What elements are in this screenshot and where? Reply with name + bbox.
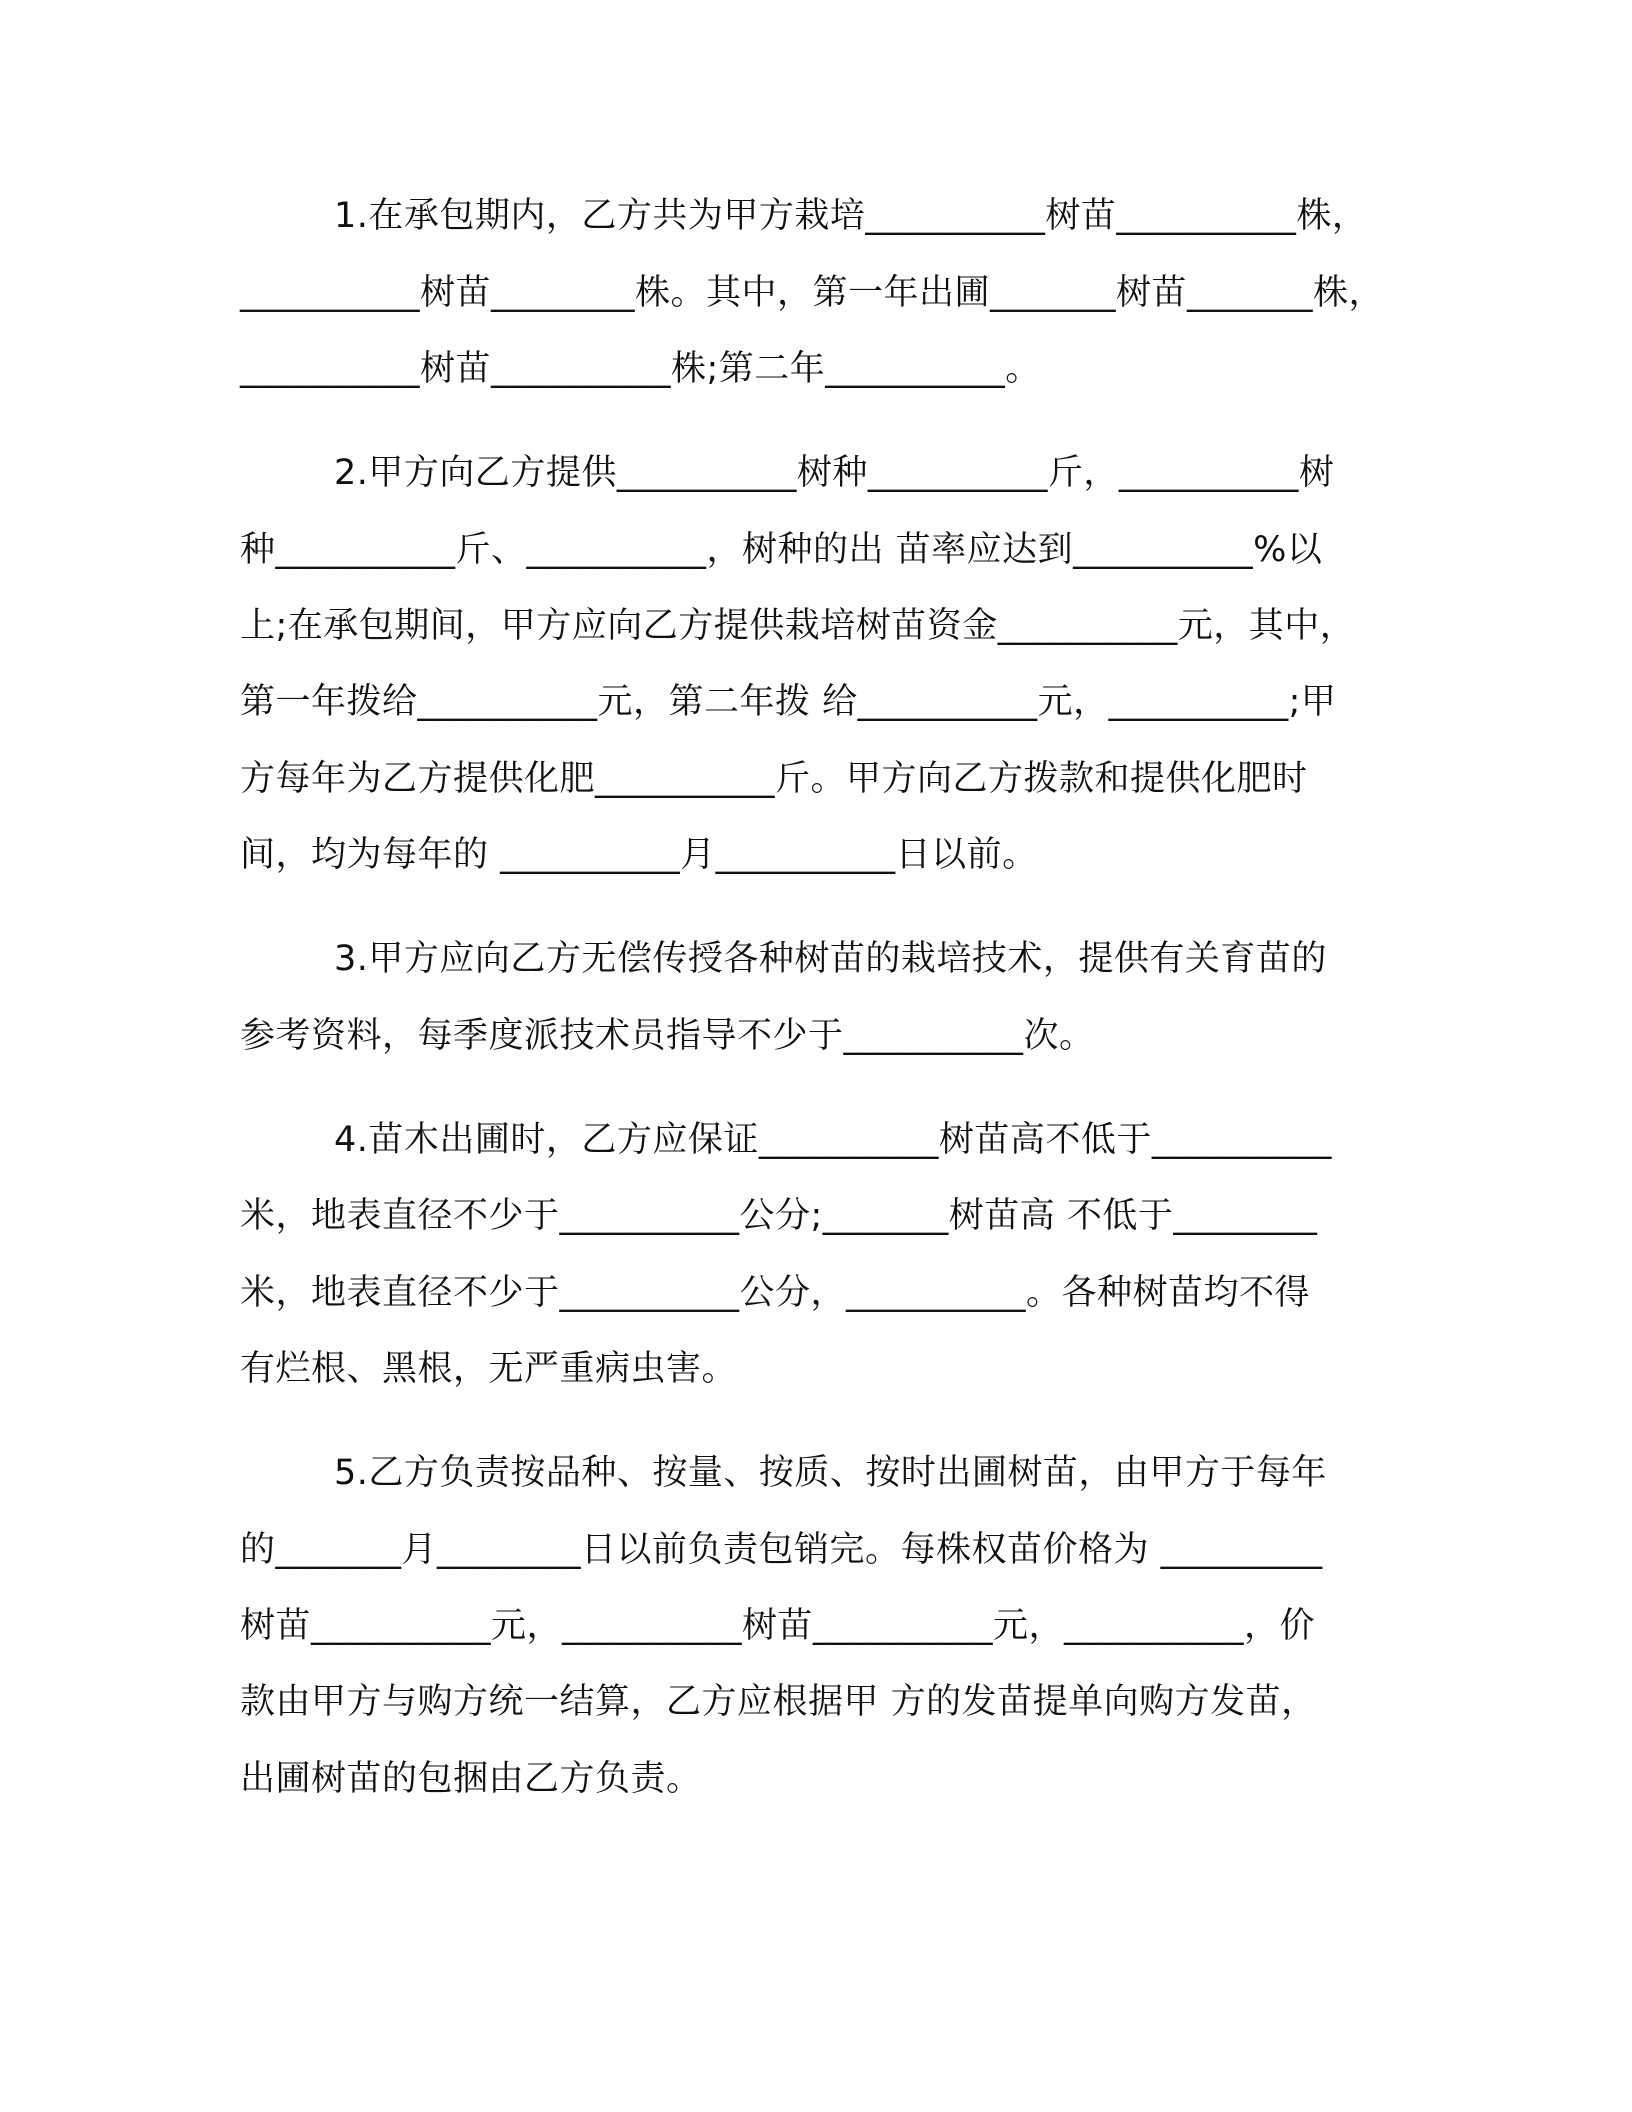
- clause-text-line: 上;在承包期间，甲方应向乙方提供栽培树苗资金__________元，其中，: [240, 606, 1356, 646]
- clause-text-line: 2.甲方向乙方提供__________树种__________斤，__________树: [334, 453, 1335, 493]
- clause-text-line: __________树苗__________株;第二年__________。: [240, 349, 1041, 389]
- clause-text-line: 米，地表直径不少于__________公分，__________。各种树苗均不得: [240, 1273, 1311, 1313]
- clause-text-line: 树苗__________元，__________树苗__________元，__________，价: [240, 1606, 1316, 1646]
- clause-text-line: 出圃树苗的包捆由乙方负责。: [240, 1759, 702, 1799]
- clause-text-line: 款由甲方与购方统一结算，乙方应根据甲 方的发苗提单向购方发苗，: [240, 1682, 1317, 1722]
- clause-text-line: 5.乙方负责按品种、按量、按质、按时出圃树苗，由甲方于每年: [334, 1453, 1327, 1493]
- clause-text-line: 方每年为乙方提供化肥__________斤。甲方向乙方拨款和提供化肥时: [240, 759, 1308, 799]
- clause-text-line: 1.在承包期内，乙方共为甲方栽培__________树苗__________株，: [334, 196, 1368, 236]
- clause-text-line: 的_______月________日以前负责包销完。每株权苗价格为 _________: [240, 1530, 1323, 1570]
- clause-text-line: 间，均为每年的 __________月__________日以前。: [240, 835, 1038, 875]
- clause-text-line: __________树苗________株。其中，第一年出圃_______树苗_______株，: [240, 273, 1385, 313]
- clause-text-line: 种__________斤、__________，树种的出 苗率应达到__________%以: [240, 530, 1323, 570]
- clause-text-line: 4.苗木出圃时，乙方应保证__________树苗高不低于__________: [334, 1120, 1332, 1160]
- clause-text-line: 米，地表直径不少于__________公分;_______树苗高 不低于________: [240, 1196, 1318, 1236]
- clause-text-line: 第一年拨给__________元，第二年拨 给__________元，__________;甲: [240, 682, 1337, 722]
- clause-text-line: 有烂根、黑根，无严重病虫害。: [240, 1349, 738, 1389]
- clause-text-line: 参考资料，每季度派技术员指导不少于__________次。: [240, 1016, 1095, 1056]
- clause-text-line: 3.甲方应向乙方无偿传授各种树苗的栽培技术，提供有关育苗的: [334, 939, 1327, 979]
